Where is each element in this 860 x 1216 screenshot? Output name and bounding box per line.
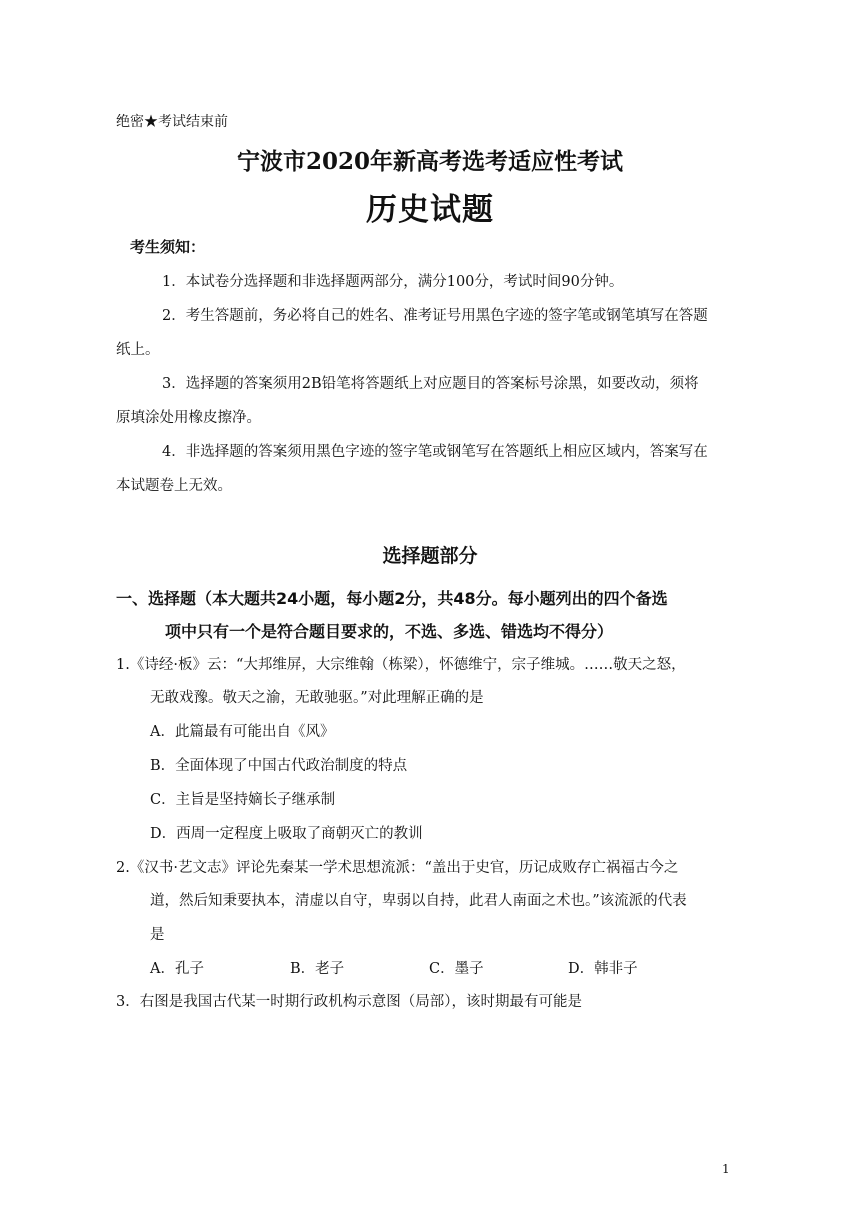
question-3: 3．右图是我国古代某一时期行政机构示意图（局部），该时期最有可能是 xyxy=(116,994,582,1010)
notice-item-4: 4．非选择题的答案须用黑色字迹的签字笔或钢笔写在答题纸上相应区域内，答案写在 xyxy=(162,444,708,460)
confidential-label: 绝密★考试结束前 xyxy=(116,114,228,130)
q1-option-c: C．主旨是坚持嫡长子继承制 xyxy=(150,792,336,808)
q2-option-d: D．韩非子 xyxy=(568,961,638,977)
question-2-cont-2: 是 xyxy=(150,927,165,943)
question-1: 1.《诗经·板》云：“大邦维屏，大宗维翰（栋梁），怀德维宁，宗子维城。……敬天之怒， xyxy=(116,657,686,673)
notice-item-2: 2．考生答题前，务必将自己的姓名、准考证号用黑色字迹的签字笔或钢笔填写在答题 xyxy=(162,308,708,324)
q1-option-b: B．全面体现了中国古代政治制度的特点 xyxy=(150,758,408,774)
question-1-cont: 无敢戏豫。敬天之渝，无敢驰驱。”对此理解正确的是 xyxy=(150,690,484,706)
q2-option-a: A．孔子 xyxy=(150,961,204,977)
notice-item-4-cont: 本试题卷上无效。 xyxy=(116,478,232,494)
section-title: 选择题部分 xyxy=(382,545,478,567)
exam-title: 宁波市2020年新高考选考适应性考试 xyxy=(236,148,623,175)
notice-heading: 考生须知： xyxy=(130,238,206,256)
question-2: 2.《汉书·艺文志》评论先秦某一学术思想流派：“盖出于史官，历记成败存亡祸福古今之 xyxy=(116,860,679,876)
notice-item-3: 3．选择题的答案须用2B铅笔将答题纸上对应题目的答案标号涂黑，如要改动，须将 xyxy=(162,376,699,392)
notice-item-3-cont: 原填涂处用橡皮擦净。 xyxy=(116,410,261,426)
notice-item-1: 1．本试卷分选择题和非选择题两部分，满分100分，考试时间90分钟。 xyxy=(162,274,624,290)
part-heading: 一、选择题（本大题共24小题，每小题2分，共48分。每小题列出的四个备选 xyxy=(116,589,668,608)
subject-title: 历史试题 xyxy=(366,192,494,228)
part-heading-cont: 项中只有一个是符合题目要求的，不选、多选、错选均不得分） xyxy=(165,622,614,641)
q2-option-c: C．墨子 xyxy=(429,961,484,977)
question-2-cont: 道，然后知秉要执本，清虚以自守，卑弱以自持，此君人南面之术也。”该流派的代表 xyxy=(150,893,687,909)
page-number: 1 xyxy=(722,1162,730,1176)
q2-option-b: B．老子 xyxy=(290,961,345,977)
q1-option-a: A．此篇最有可能出自《风》 xyxy=(150,724,335,740)
q1-option-d: D．西周一定程度上吸取了商朝灭亡的教训 xyxy=(150,826,423,842)
notice-item-2-cont: 纸上。 xyxy=(116,342,160,358)
